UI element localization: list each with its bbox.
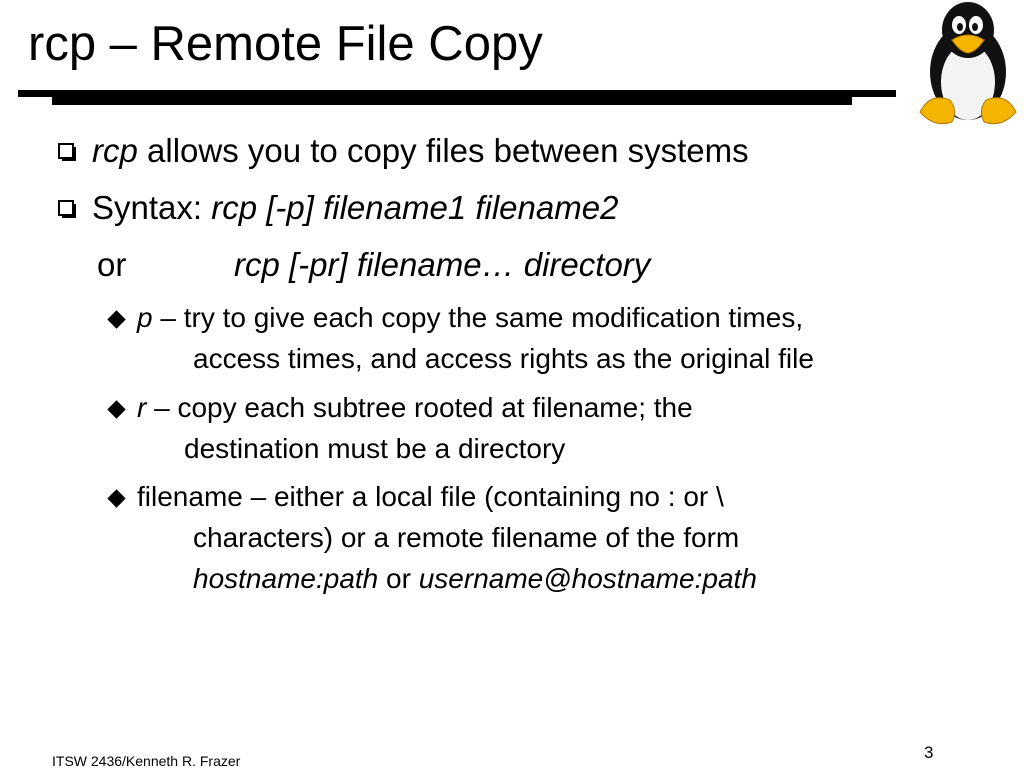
bullet-syntax <box>92 188 618 228</box>
syntax-alternate-label: or <box>97 246 127 283</box>
hollow-square-bullet-icon <box>58 143 74 159</box>
diamond-bullet-icon <box>107 400 125 418</box>
footer-course-author: ITSW 2436/Kenneth R. Frazer <box>52 753 241 769</box>
option-p-term: p <box>137 302 153 333</box>
rcp-description-text: allows you to copy files between systems <box>137 132 749 169</box>
option-r-term: r <box>137 392 147 423</box>
hostname-path-form: hostname:path <box>193 563 379 594</box>
title-rule-thick <box>52 90 852 105</box>
diamond-bullet-icon <box>107 489 125 507</box>
filename-line1: filename – either a local file (containing no : or \ <box>137 481 724 512</box>
tux-penguin-icon <box>912 0 1024 130</box>
option-p-line2: access times, and access rights as the original file <box>193 343 814 374</box>
option-r-line1 <box>137 390 693 426</box>
syntax-alternate-command: rcp [-pr] filename… directory <box>234 246 651 283</box>
username-hostname-path-form: username@hostname:path <box>418 563 757 594</box>
option-p-line1 <box>137 300 803 336</box>
page-number: 3 <box>924 743 934 762</box>
hollow-square-bullet-icon <box>58 200 74 216</box>
option-r-line2: destination must be a directory <box>184 433 566 464</box>
option-p-text: – try to give each copy the same modification times, <box>152 302 804 333</box>
slide-title: rcp – Remote File Copy <box>28 17 543 71</box>
or-text: or <box>378 563 419 594</box>
syntax-label: Syntax: <box>92 189 212 226</box>
bullet-rcp-description <box>92 131 749 171</box>
diamond-bullet-icon <box>107 310 125 328</box>
option-r-text: – copy each subtree rooted at filename; the <box>146 392 693 423</box>
syntax-command: rcp [-p] filename1 filename2 <box>211 189 619 226</box>
filename-line2: characters) or a remote filename of the form <box>193 522 740 553</box>
filename-line3 <box>193 561 757 597</box>
rcp-term: rcp <box>92 132 138 169</box>
